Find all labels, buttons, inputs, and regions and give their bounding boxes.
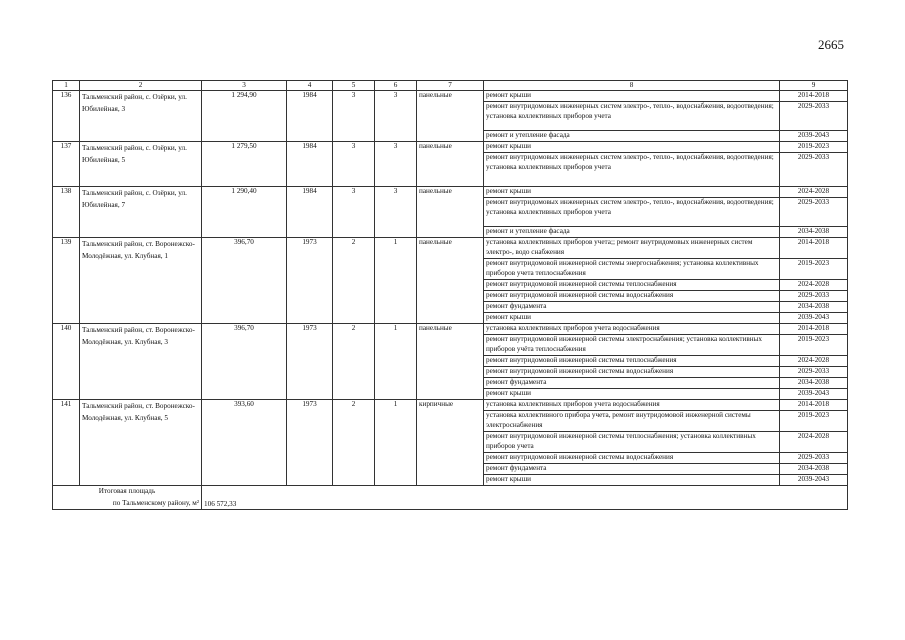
work-type-cell: ремонт крыши bbox=[484, 187, 780, 198]
address-cell: Тальменский район, с. Озёрки, ул. Юбилейная, 7 bbox=[80, 187, 202, 238]
work-type-cell: ремонт и утепление фасада bbox=[484, 227, 780, 238]
work-period-cell: 2024-2028 bbox=[780, 356, 848, 367]
work-type-cell: ремонт внутридомовых инженерных систем электро-, тепло-, водоснабжения, водоотведения; установка коллективных приборов учета bbox=[484, 198, 780, 227]
work-type-cell: ремонт фундамента bbox=[484, 464, 780, 475]
work-period-cell: 2039-2043 bbox=[780, 389, 848, 400]
floors-cell: 3 bbox=[333, 142, 375, 187]
entrances-cell: 3 bbox=[375, 142, 417, 187]
column-number: 9 bbox=[780, 81, 848, 91]
work-period-cell: 2039-2043 bbox=[780, 475, 848, 486]
table-row bbox=[53, 324, 848, 335]
housing-register-table bbox=[52, 80, 848, 510]
address-cell: Тальменский район, ст. Воронежско-Молодёжная, ул. Клубная, 3 bbox=[80, 324, 202, 400]
table-row bbox=[53, 142, 848, 153]
column-number: 6 bbox=[375, 81, 417, 91]
work-period-cell: 2029-2033 bbox=[780, 453, 848, 464]
work-type-cell: ремонт внутридомовой инженерной системы электроснабжения; установка коллективных приборов учёта теплоснабжения bbox=[484, 335, 780, 356]
work-period-cell: 2029-2033 bbox=[780, 102, 848, 131]
wall-material-cell: панельные bbox=[417, 324, 484, 400]
work-type-cell: установка коллективного прибора учета, ремонт внутридомовой инженерной системы электроснабжения bbox=[484, 411, 780, 432]
year-cell: 1973 bbox=[287, 400, 333, 486]
floors-cell: 2 bbox=[333, 400, 375, 486]
work-period-cell: 2019-2023 bbox=[780, 259, 848, 280]
work-period-cell: 2029-2033 bbox=[780, 367, 848, 378]
work-type-cell: ремонт внутридомовых инженерных систем электро-, тепло-, водоснабжения, водоотведения; установка коллективных приборов учета bbox=[484, 153, 780, 187]
year-cell: 1984 bbox=[287, 142, 333, 187]
work-period-cell: 2024-2028 bbox=[780, 187, 848, 198]
work-period-cell: 2024-2028 bbox=[780, 432, 848, 453]
row-number: 141 bbox=[53, 400, 80, 486]
work-period-cell: 2019-2023 bbox=[780, 142, 848, 153]
work-type-cell: установка коллективных приборов учета водоснабжения bbox=[484, 400, 780, 411]
address-cell: Тальменский район, с. Озёрки, ул. Юбилейная, 3 bbox=[80, 91, 202, 142]
area-cell: 393,60 bbox=[202, 400, 287, 486]
row-number: 137 bbox=[53, 142, 80, 187]
work-type-cell: ремонт и утепление фасада bbox=[484, 131, 780, 142]
work-period-cell: 2029-2033 bbox=[780, 153, 848, 187]
table-body bbox=[53, 81, 848, 510]
wall-material-cell: панельные bbox=[417, 142, 484, 187]
row-number: 140 bbox=[53, 324, 80, 400]
address-cell: Тальменский район, ст. Воронежско-Молодёжная, ул. Клубная, 5 bbox=[80, 400, 202, 486]
table-row bbox=[53, 400, 848, 411]
work-type-cell: ремонт внутридомовой инженерной системы водоснабжения bbox=[484, 453, 780, 464]
work-type-cell: ремонт крыши bbox=[484, 91, 780, 102]
work-period-cell: 2039-2043 bbox=[780, 313, 848, 324]
column-number: 2 bbox=[80, 81, 202, 91]
total-label-line2: по Тальменскому району, м² bbox=[112, 498, 199, 507]
address-cell: Тальменский район, ст. Воронежско-Молодёжная, ул. Клубная, 1 bbox=[80, 238, 202, 324]
row-number: 139 bbox=[53, 238, 80, 324]
table-row bbox=[53, 91, 848, 102]
column-number: 5 bbox=[333, 81, 375, 91]
work-period-cell: 2029-2033 bbox=[780, 291, 848, 302]
area-cell: 1 294,90 bbox=[202, 91, 287, 142]
work-period-cell: 2014-2018 bbox=[780, 238, 848, 259]
entrances-cell: 3 bbox=[375, 91, 417, 142]
wall-material-cell: кирпичные bbox=[417, 400, 484, 486]
page-number: 2665 bbox=[818, 37, 844, 52]
work-type-cell: установка коллективных приборов учета;; ремонт внутридомовых инженерных систем электро-, водо снабжения bbox=[484, 238, 780, 259]
column-number: 8 bbox=[484, 81, 780, 91]
row-number: 138 bbox=[53, 187, 80, 238]
work-type-cell: ремонт фундамента bbox=[484, 378, 780, 389]
work-type-cell: ремонт фундамента bbox=[484, 302, 780, 313]
work-period-cell: 2034-2038 bbox=[780, 378, 848, 389]
work-period-cell: 2039-2043 bbox=[780, 131, 848, 142]
total-label-line1: Итоговая площадь bbox=[98, 487, 156, 496]
floors-cell: 2 bbox=[333, 238, 375, 324]
year-cell: 1973 bbox=[287, 238, 333, 324]
entrances-cell: 1 bbox=[375, 400, 417, 486]
total-label bbox=[53, 486, 202, 510]
column-number: 3 bbox=[202, 81, 287, 91]
work-type-cell: ремонт внутридомовой инженерной системы теплоснабжения; установка коллективных приборов учета bbox=[484, 432, 780, 453]
year-cell: 1984 bbox=[287, 91, 333, 142]
address-cell: Тальменский район, с. Озёрки, ул. Юбилейная, 5 bbox=[80, 142, 202, 187]
work-type-cell: ремонт внутридомовой инженерной системы теплоснабжения bbox=[484, 356, 780, 367]
column-number: 7 bbox=[417, 81, 484, 91]
work-period-cell: 2019-2023 bbox=[780, 411, 848, 432]
work-type-cell: установка коллективных приборов учета водоснабжения bbox=[484, 324, 780, 335]
entrances-cell: 1 bbox=[375, 238, 417, 324]
work-period-cell: 2014-2018 bbox=[780, 324, 848, 335]
work-period-cell: 2034-2038 bbox=[780, 227, 848, 238]
work-period-cell: 2034-2038 bbox=[780, 302, 848, 313]
wall-material-cell: панельные bbox=[417, 238, 484, 324]
total-area-value: 106 572,33 bbox=[202, 486, 848, 510]
area-cell: 396,70 bbox=[202, 324, 287, 400]
work-period-cell: 2034-2038 bbox=[780, 464, 848, 475]
floors-cell: 2 bbox=[333, 324, 375, 400]
work-type-cell: ремонт внутридомовой инженерной системы водоснабжения bbox=[484, 367, 780, 378]
work-period-cell: 2019-2023 bbox=[780, 335, 848, 356]
work-type-cell: ремонт крыши bbox=[484, 389, 780, 400]
work-period-cell: 2014-2018 bbox=[780, 91, 848, 102]
year-cell: 1973 bbox=[287, 324, 333, 400]
work-type-cell: ремонт крыши bbox=[484, 475, 780, 486]
column-number: 1 bbox=[53, 81, 80, 91]
table-row bbox=[53, 187, 848, 198]
work-period-cell: 2014-2018 bbox=[780, 400, 848, 411]
work-type-cell: ремонт крыши bbox=[484, 142, 780, 153]
area-cell: 1 290,40 bbox=[202, 187, 287, 238]
table-row bbox=[53, 238, 848, 259]
year-cell: 1984 bbox=[287, 187, 333, 238]
row-number: 136 bbox=[53, 91, 80, 142]
entrances-cell: 1 bbox=[375, 324, 417, 400]
work-type-cell: ремонт крыши bbox=[484, 313, 780, 324]
work-period-cell: 2024-2028 bbox=[780, 280, 848, 291]
work-type-cell: ремонт внутридомовой инженерной системы теплоснабжения bbox=[484, 280, 780, 291]
floors-cell: 3 bbox=[333, 91, 375, 142]
work-type-cell: ремонт внутридомовой инженерной системы водоснабжения bbox=[484, 291, 780, 302]
work-type-cell: ремонт внутридомовых инженерных систем электро-, тепло-, водоснабжения, водоотведения; установка коллективных приборов учета bbox=[484, 102, 780, 131]
floors-cell: 3 bbox=[333, 187, 375, 238]
column-number: 4 bbox=[287, 81, 333, 91]
wall-material-cell: панельные bbox=[417, 91, 484, 142]
entrances-cell: 3 bbox=[375, 187, 417, 238]
area-cell: 396,70 bbox=[202, 238, 287, 324]
wall-material-cell: панельные bbox=[417, 187, 484, 238]
work-type-cell: ремонт внутридомовой инженерной системы энергоснабжения; установка коллективных приборов учета теплоснабжения bbox=[484, 259, 780, 280]
total-row bbox=[53, 486, 848, 510]
work-period-cell: 2029-2033 bbox=[780, 198, 848, 227]
area-cell: 1 279,50 bbox=[202, 142, 287, 187]
column-number-row bbox=[53, 81, 848, 91]
